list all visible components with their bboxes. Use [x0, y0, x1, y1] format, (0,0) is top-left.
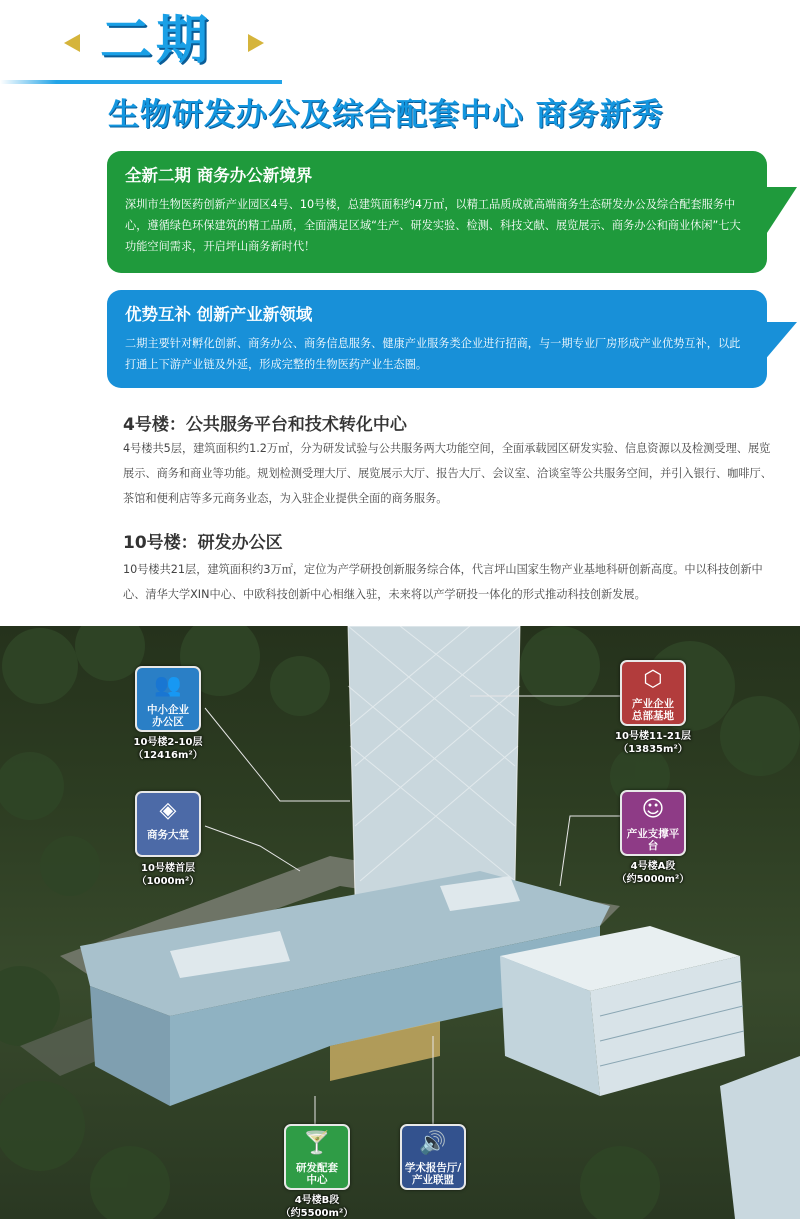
banner-complement — [107, 290, 767, 388]
building-rendering — [0, 626, 800, 1219]
callout-caption — [113, 736, 223, 762]
cocktail-icon: 🍸 — [303, 1131, 331, 1156]
callout-rd-support[interactable] — [284, 1124, 350, 1190]
callout-hq-base[interactable] — [620, 660, 686, 726]
people-icon: 👥 — [154, 673, 182, 698]
callout-label: 产业联盟 — [412, 1174, 454, 1186]
callout-label: 产业企业 — [632, 698, 674, 710]
banner-title: 优势互补 创新产业新领域 — [125, 305, 313, 324]
callout-area: （约5500m²） — [280, 1208, 354, 1219]
banner-title: 全新二期 商务办公新境界 — [125, 166, 313, 185]
callout-label: 总部基地 — [632, 710, 674, 722]
callout-location: 10号楼11-21层 — [615, 731, 691, 742]
building-4-text: 4号楼共5层，建筑面积约1.2万㎡，分为研发试验与公共服务两大功能空间，全面承载园区研发实验、信息资源以及检测受理、展览展示、商务和商业等功能。规划检测受理大厅、展览展示大厅、报告大厅、会议室、洽谈室等公共服务空间，并引入银行、咖啡厅、茶馆和便利店等多元商务业态，为入驻企业提供全面的商务服务。 — [123, 442, 772, 505]
callout-location: 4号楼A段 — [630, 861, 676, 872]
presenter-icon: ☺ — [641, 797, 665, 822]
cube-icon: ⬡ — [643, 667, 663, 692]
callout-area: （1000m²） — [136, 876, 200, 887]
main-heading: 生物研发办公及综合配套中心 商务新秀 — [108, 97, 664, 133]
callout-location: 4号楼B段 — [294, 1195, 340, 1206]
callout-label: 办公区 — [152, 716, 184, 728]
speaker-icon: 🔊 — [419, 1131, 447, 1156]
callout-caption — [598, 860, 708, 886]
building-10-text: 10号楼共21层，建筑面积约3万㎡，定位为产学研投创新服务综合体，代言坪山国家生物产业基地科研创新高度。中以科技创新中心、清华大学XIN中心、中欧科技创新中心相继入驻，未来将以产学研投一体化的形式推动科技创新发展。 — [123, 563, 763, 601]
callout-caption — [598, 730, 708, 756]
callout-caption — [113, 862, 223, 888]
callout-sme-office[interactable] — [135, 666, 201, 732]
banner-text: 深圳市生物医药创新产业园区4号、10号楼，总建筑面积约4万㎡，以精工品质成就高端商务生态研发办公及综合配套服务中心，遵循绿色环保建筑的精工品质，全面满足区域“生产、研发实验、检测、科技文献、展览展示、商务办公和商业休闲”七大功能空间需求，开启坪山商务新时代！ — [125, 198, 741, 253]
phase-header — [0, 0, 800, 90]
building-10-title: 10号楼：研发办公区 — [123, 533, 283, 553]
callout-area: （13835m²） — [618, 744, 688, 755]
callout-business-lobby[interactable] — [135, 791, 201, 857]
callout-label: 产业支撑平台 — [626, 828, 680, 852]
banner-new-phase — [107, 151, 767, 273]
callout-support-platform[interactable] — [620, 790, 686, 856]
callout-label: 中心 — [306, 1174, 328, 1186]
callout-lecture-hall[interactable] — [400, 1124, 466, 1190]
banner-text: 二期主要针对孵化创新、商务办公、商务信息服务、健康产业服务类企业进行招商，与一期专业厂房形成产业优势互补，以此打通上下游产业链及外延，形成完整的生物医药产业生态圈。 — [125, 337, 741, 371]
callout-label: 中小企业 — [147, 704, 189, 716]
callout-location: 10号楼2-10层 — [133, 737, 203, 748]
callout-area: （12416m²） — [133, 750, 203, 761]
callout-label: 研发配套 — [296, 1162, 338, 1174]
triangle-left-icon — [64, 34, 80, 52]
callout-label: 商务大堂 — [147, 829, 189, 841]
callout-caption — [262, 1194, 372, 1219]
building-4-title: 4号楼：公共服务平台和技术转化中心 — [123, 415, 407, 435]
phase-title: 二期 — [100, 11, 213, 71]
callout-area: （约5000m²） — [616, 874, 690, 885]
diamond-icon: ◈ — [159, 798, 177, 823]
callout-label: 学术报告厅/ — [404, 1162, 462, 1174]
callout-location: 10号楼首层 — [141, 863, 195, 874]
triangle-right-icon — [248, 34, 264, 52]
header-divider — [0, 80, 282, 84]
